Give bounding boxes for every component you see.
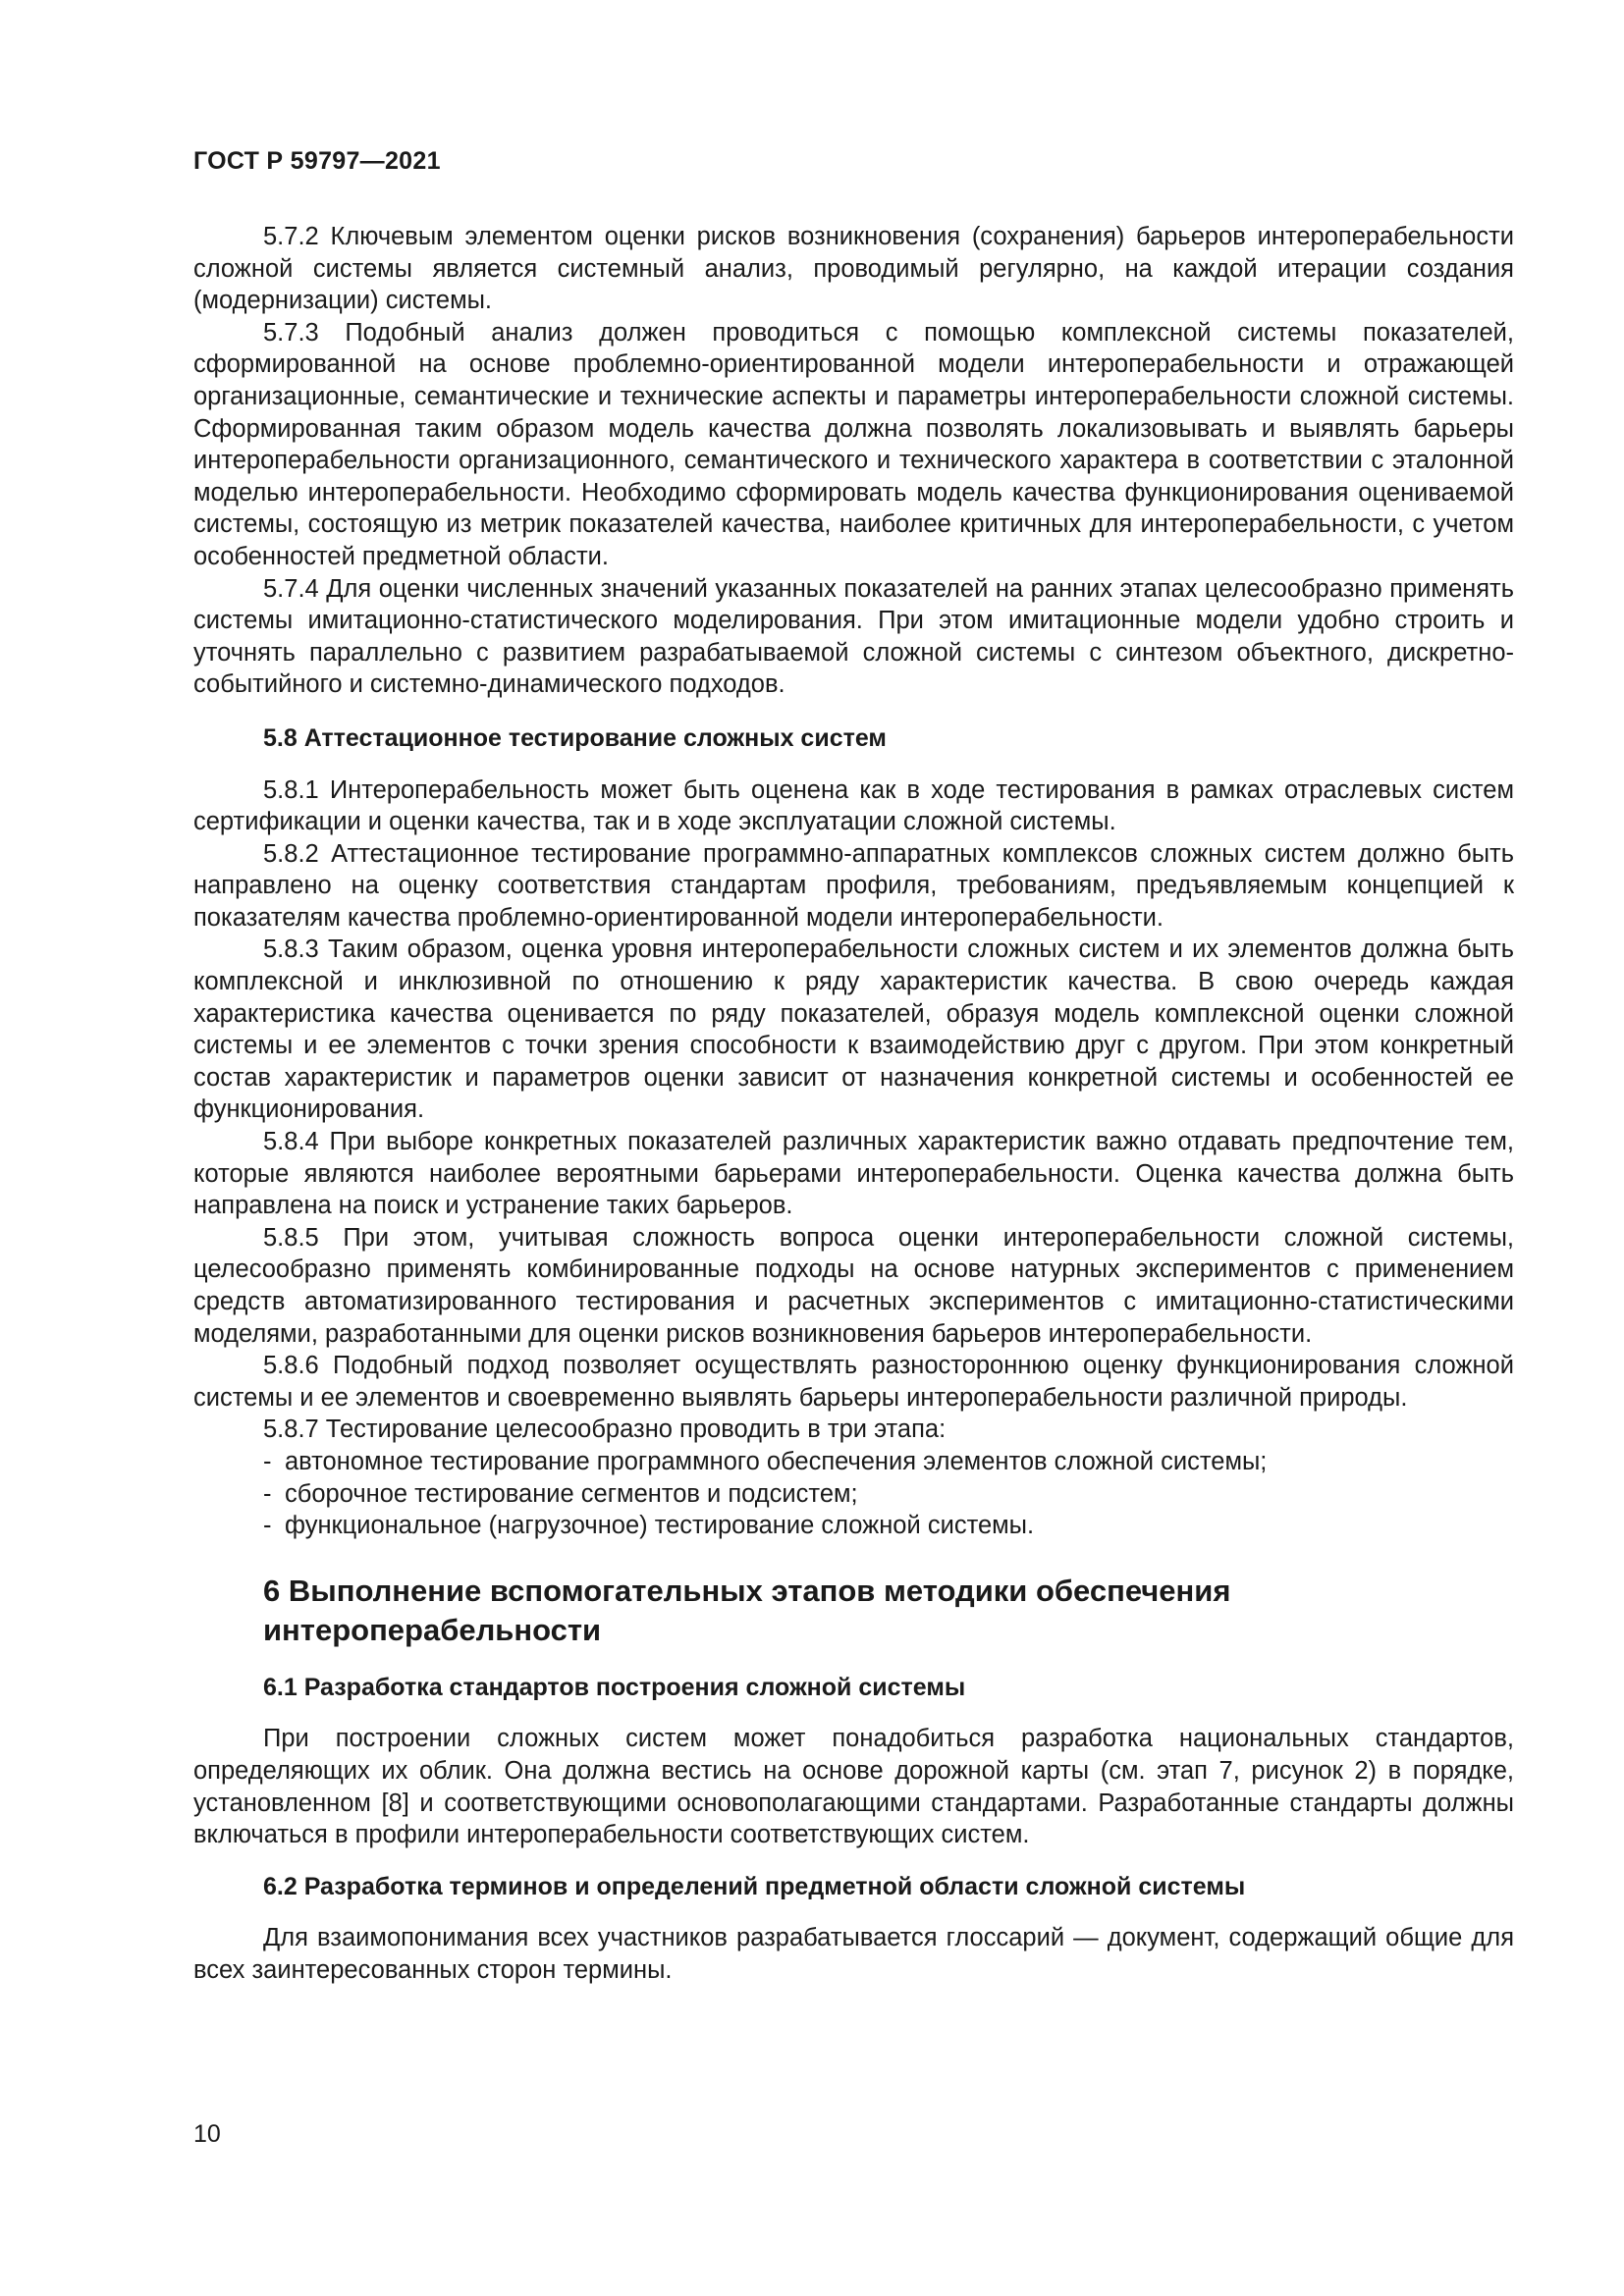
paragraph-5-8-2: 5.8.2 Аттестационное тестирование программно-аппаратных комплексов сложных систем должно быть направлено на оценку соответствия стандартам профиля, требованиям, предъявляемым концепцией к показателям качества проблемно-ориентированной модели интероперабельности. [193,839,1514,932]
section-heading-6: 6 Выполнение вспомогательных этапов методики обеспечения интероперабельности [263,1573,1231,1647]
paragraph-5-8-7: 5.8.7 Тестирование целесообразно проводить в три этапа: [263,1415,947,1444]
paragraph-6-1: При построении сложных систем может понадобиться разработка национальных стандартов, определяющих их облик. Она должна вестись на основе дорожной карты (см. этап 7, рисунок 2) в порядке, установленном [8] и соответствующими основополагающими стандартами. Разработанные стандарты должны включаться в профили интероперабельности соответствующих систем. [193,1725,1514,1849]
list-item-text: автономное тестирование программного обеспечения элементов сложной системы; [285,1447,1268,1475]
document-code-header: ГОСТ Р 59797—2021 [193,147,441,175]
paragraph-5-7-2: 5.7.2 Ключевым элементом оценки рисков возникновения (сохранения) барьеров интероперабельности сложной системы является системный анализ, проводимый регулярно, на каждой итерации создания (модернизации) системы. [193,223,1514,315]
subsection-heading-5-8: 5.8 Аттестационное тестирование сложных систем [263,723,887,752]
paragraph-5-8-6: 5.8.6 Подобный подход позволяет осуществлять разностороннюю оценку функционирования сложной системы и ее элементов и своевременно выявлять барьеры интероперабельности различной природы. [193,1352,1514,1412]
list-item [193,1478,1514,1511]
subsection-heading-6-2: 6.2 Разработка терминов и определений предметной области сложной системы [263,1872,1246,1900]
list-item [193,1510,1514,1542]
paragraph-5-7-3: 5.7.3 Подобный анализ должен проводиться с помощью комплексной системы показателей, сформированной на основе проблемно-ориентированной модели интероперабельности и отражающей организационные, семантические и технические аспекты и параметры интероперабельности сложной системы. Сформированная таким образом модель качества должна позволять локализовывать и выявлять барьеры интероперабельности организационного, семантического и технического характера в соответствии с эталонной моделью интероперабельности. Необходимо сформировать модель качества функционирования оцениваемой системы, состоящую из метрик показателей качества, наиболее критичных для интероперабельности, с учетом особенностей предметной области. [193,318,1514,570]
list-dash-marker: - [263,1447,272,1475]
testing-stages-list [193,1446,1514,1542]
paragraph-5-7-4: 5.7.4 Для оценки численных значений указанных показателей на ранних этапах целесообразно применять системы имитационно-статистического моделирования. При этом имитационные модели удобно строить и уточнять параллельно с развитием разрабатываемой сложной системы с синтезом объектного, дискретно-событийного и системно-динамического подходов. [193,574,1514,699]
paragraph-5-8-1: 5.8.1 Интероперабельность может быть оценена как в ходе тестирования в рамках отраслевых систем сертификации и оценки качества, так и в ходе эксплуатации сложной системы. [193,775,1514,836]
list-dash-marker: - [263,1479,272,1508]
list-item [193,1446,1514,1478]
paragraph-5-8-3: 5.8.3 Таким образом, оценка уровня интероперабельности сложных систем и их элементов должна быть комплексной и инклюзивной по отношению к ряду характеристик качества. В свою очередь каждая характеристика качества оценивается по ряду показателей, образуя модель комплексной оценки сложной системы и ее элементов с точки зрения способности к взаимодействию друг с другом. При этом конкретный состав характеристик и параметров оценки зависит от назначения конкретной системы и особенностей ее функционирования. [193,935,1514,1124]
page-number: 10 [193,2120,221,2148]
list-item-text: сборочное тестирование сегментов и подсистем; [285,1479,858,1508]
paragraph-5-8-5: 5.8.5 При этом, учитывая сложность вопроса оценки интероперабельности сложной системы, целесообразно применять комбинированные подходы на основе натурных экспериментов с применением средств автоматизированного тестирования и расчетных экспериментов с имитационно-статистическими моделями, разработанными для оценки рисков возникновения барьеров интероперабельности. [193,1223,1514,1348]
subsection-heading-6-1: 6.1 Разработка стандартов построения сложной системы [263,1673,966,1701]
paragraph-5-8-4: 5.8.4 При выборе конкретных показателей различных характеристик важно отдавать предпочтение тем, которые являются наиболее вероятными барьерами интероперабельности. Оценка качества должна быть направлена на поиск и устранение таких барьеров. [193,1128,1514,1220]
list-dash-marker: - [263,1512,272,1540]
page-content [193,221,1514,1987]
paragraph-6-2: Для взаимопонимания всех участников разрабатывается глоссарий — документ, содержащий общие для всех заинтересованных сторон термины. [193,1924,1514,1984]
list-item-text: функциональное (нагрузочное) тестирование сложной системы. [285,1512,1035,1540]
